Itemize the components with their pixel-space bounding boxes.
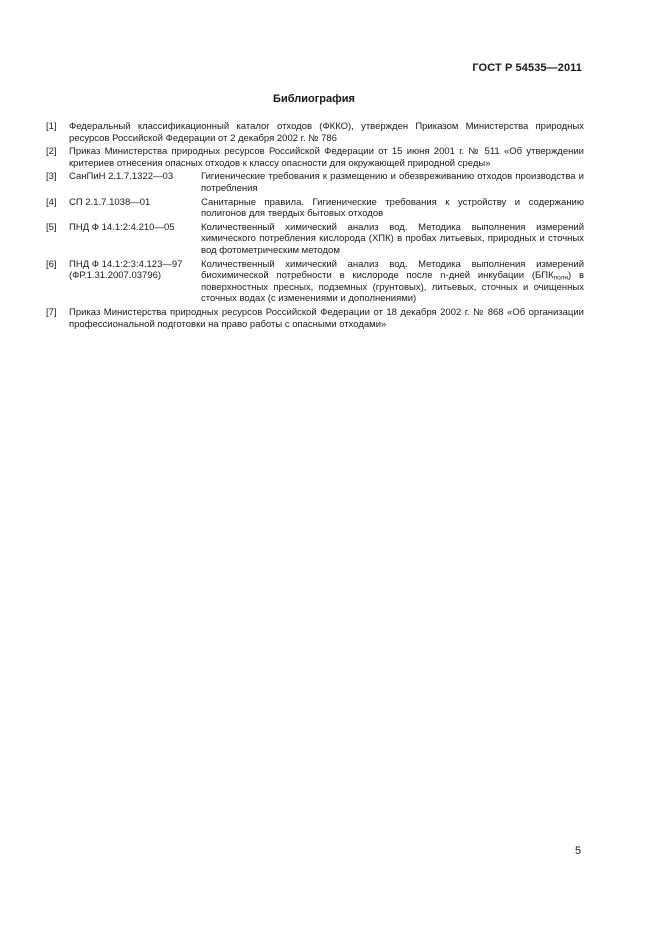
entry-code-line-2: (ФР.1.31.2007.03796) (69, 270, 162, 282)
entry-number: [7] (46, 306, 57, 318)
entry-number: [1] (46, 121, 57, 132)
page-number: 5 (575, 845, 582, 857)
bibliography-entry-6 (46, 259, 584, 305)
bibliography-entry-4 (46, 197, 584, 220)
entry-text: Количественный химический анализ вод. Методика выполнения измерений химического потребления кислорода (ХПК) в пробах литьевых, природных и сточных вод фотометрическим методом (201, 221, 584, 256)
entry-text: Гигиенические требования к размещению и обезвреживанию отходов производства и потребления (201, 171, 584, 194)
entry-code-line-1: ПНД Ф 14.1:2:3:4.123—97 (69, 258, 183, 270)
entry-number: [5] (46, 221, 57, 233)
bibliography-list (46, 121, 584, 332)
entry-text (201, 259, 584, 305)
bibliography-entry-7 (46, 307, 584, 330)
entry-number: [3] (46, 171, 57, 183)
entry-text: Приказ Министерства природных ресурсов Российской Федерации от 18 декабря 2002 г. № 868 «Об организации профессиональной подготовки на право работы с опасными отходами» (69, 306, 584, 330)
entry-text-subscript: полн (553, 274, 569, 282)
bibliography-entry-5 (46, 222, 584, 257)
entry-text: Приказ Министерства природных ресурсов Российской Федерации от 15 июня 2001 г. № 511 «Об утверждении критериев отнесения опасных отходов к классу опасности для окружающей природной среды» (69, 146, 584, 169)
entry-number: [6] (46, 258, 57, 270)
entry-text-part-2: ) в поверхностных пресных, подземных (грунтовых), литьевых, сточных и очищенных сточных водах (с изменениями и дополнениями) (201, 270, 584, 305)
bibliography-entry-2 (46, 146, 584, 169)
entry-number: [4] (46, 196, 57, 208)
entry-code: ПНД Ф 14.1:2:4.210—05 (69, 221, 175, 233)
entry-text-part-1: Количественный химический анализ вод. Методика выполнения измерений биохимической потребности в кислороде после n-дней инкубации (БПК (201, 258, 584, 282)
entry-code (69, 259, 199, 282)
bibliography-entry-3 (46, 171, 584, 194)
document-code: ГОСТ Р 54535—2011 (472, 62, 582, 74)
bibliography-entry-1 (46, 121, 584, 144)
section-title: Библиография (273, 93, 355, 105)
entry-code: СП 2.1.7.1038—01 (69, 196, 151, 208)
entry-number: [2] (46, 146, 57, 158)
entry-text: Санитарные правила. Гигиенические требования к устройству и содержанию полигонов для твердых бытовых отходов (201, 196, 584, 220)
entry-code: СанПиН 2.1.7.1322—03 (69, 171, 174, 183)
entry-text: Федеральный классификационный каталог отходов (ФККО), утвержден Приказом Министерства природных ресурсов Российской Федерации от 2 декабря 2002 г. № 786 (69, 121, 584, 144)
